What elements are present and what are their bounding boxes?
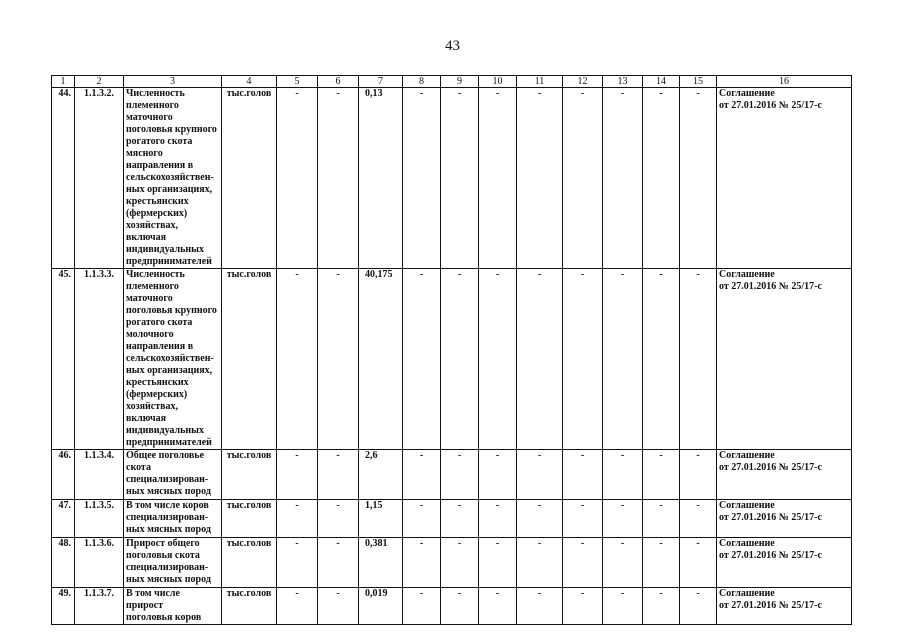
unit-line: тыс. — [226, 88, 247, 99]
indicator-name-line: мясного — [126, 148, 163, 159]
value-col-6: - — [318, 450, 359, 500]
indicator-name-line: поголовья скота — [126, 550, 200, 561]
column-header-10: 10 — [479, 76, 517, 88]
value-col-8: - — [403, 538, 441, 588]
table-row — [52, 450, 852, 500]
unit-line: голов — [246, 88, 272, 99]
value-col-7: 0,381 — [359, 538, 403, 588]
value-col-14: - — [643, 269, 680, 450]
value-col-6: - — [318, 269, 359, 450]
indicator-name-line: ных мясных пород — [126, 486, 211, 497]
value-col-11: - — [517, 538, 563, 588]
column-header-6: 6 — [318, 76, 359, 88]
column-header-4: 4 — [222, 76, 277, 88]
value-col-7: 0,019 — [359, 588, 403, 625]
value-col-8: - — [403, 88, 441, 269]
unit-line: тыс. — [226, 450, 247, 461]
source-document-line: от 27.01.2016 № 25/17-с — [719, 512, 822, 523]
value-col-8: - — [403, 450, 441, 500]
value-col-9: - — [441, 538, 479, 588]
value-col-11: - — [517, 500, 563, 538]
indicator-code: 1.1.3.2. — [75, 88, 124, 269]
unit-of-measure — [222, 500, 277, 538]
unit-line: голов — [246, 538, 272, 549]
value-col-15: - — [680, 588, 717, 625]
column-header-14: 14 — [643, 76, 680, 88]
value-col-12: - — [563, 538, 603, 588]
indicator-name-line: индивидуальных — [126, 425, 204, 436]
unit-line: голов — [246, 450, 272, 461]
indicator-name-line: хозяйствах, включая — [126, 401, 179, 424]
value-col-15: - — [680, 450, 717, 500]
value-col-7: 1,15 — [359, 500, 403, 538]
unit-of-measure — [222, 269, 277, 450]
indicator-code: 1.1.3.7. — [75, 588, 124, 625]
table-row — [52, 88, 852, 269]
source-document-line: Соглашение — [719, 500, 775, 511]
value-col-9: - — [441, 269, 479, 450]
indicator-name — [124, 450, 222, 500]
value-col-11: - — [517, 450, 563, 500]
unit-line: голов — [246, 269, 272, 280]
unit-of-measure — [222, 588, 277, 625]
value-col-8: - — [403, 269, 441, 450]
table-row — [52, 588, 852, 625]
source-document — [717, 538, 852, 588]
value-col-14: - — [643, 450, 680, 500]
source-document-line: Соглашение — [719, 588, 775, 599]
value-col-10: - — [479, 538, 517, 588]
value-col-5: - — [277, 450, 318, 500]
value-col-12: - — [563, 500, 603, 538]
indicator-name-line: В том числе коров — [126, 500, 209, 511]
indicator-name-line: (фермерских) — [126, 208, 188, 219]
indicator-name-line: рогатого скота — [126, 136, 193, 147]
indicator-name-line: В том числе прирост — [126, 588, 180, 611]
row-number: 47. — [52, 500, 75, 538]
indicator-name — [124, 588, 222, 625]
value-col-14: - — [643, 88, 680, 269]
indicator-code: 1.1.3.6. — [75, 538, 124, 588]
source-document-line: от 27.01.2016 № 25/17-с — [719, 462, 822, 473]
indicator-name — [124, 269, 222, 450]
indicator-name-line: направления в — [126, 341, 194, 352]
value-col-5: - — [277, 269, 318, 450]
value-col-10: - — [479, 588, 517, 625]
value-col-10: - — [479, 269, 517, 450]
source-document-line: Соглашение — [719, 538, 775, 549]
value-col-15: - — [680, 269, 717, 450]
value-col-8: - — [403, 588, 441, 625]
column-header-9: 9 — [441, 76, 479, 88]
unit-of-measure — [222, 450, 277, 500]
page-number: 43 — [445, 38, 460, 54]
value-col-10: - — [479, 88, 517, 269]
source-document — [717, 88, 852, 269]
row-number: 45. — [52, 269, 75, 450]
indicator-code: 1.1.3.4. — [75, 450, 124, 500]
table-row — [52, 538, 852, 588]
value-col-15: - — [680, 88, 717, 269]
value-col-11: - — [517, 269, 563, 450]
indicator-name-line: Численность — [126, 269, 185, 280]
value-col-13: - — [603, 450, 643, 500]
source-document-line: Соглашение — [719, 269, 775, 280]
table-row — [52, 500, 852, 538]
value-col-13: - — [603, 88, 643, 269]
value-col-8: - — [403, 500, 441, 538]
value-col-6: - — [318, 500, 359, 538]
value-col-11: - — [517, 588, 563, 625]
indicator-name-line: ных организациях, — [126, 184, 213, 195]
indicator-name-line: специализирован- — [126, 562, 209, 573]
indicator-name-line: индивидуальных — [126, 244, 204, 255]
indicator-name-line: хозяйствах, включая — [126, 220, 179, 243]
column-header-3: 3 — [124, 76, 222, 88]
value-col-5: - — [277, 500, 318, 538]
table-body — [52, 88, 852, 625]
column-header-8: 8 — [403, 76, 441, 88]
value-col-9: - — [441, 450, 479, 500]
value-col-10: - — [479, 500, 517, 538]
indicator-name-line: сельскохозяйствен- — [126, 353, 214, 364]
column-header-16: 16 — [717, 76, 852, 88]
value-col-6: - — [318, 588, 359, 625]
source-document — [717, 500, 852, 538]
indicator-name-line: Численность — [126, 88, 185, 99]
indicator-name-line: маточного — [126, 112, 173, 123]
indicator-name — [124, 538, 222, 588]
value-col-9: - — [441, 588, 479, 625]
unit-line: тыс. — [226, 269, 247, 280]
value-col-6: - — [318, 88, 359, 269]
unit-line: голов — [246, 500, 272, 511]
row-number: 49. — [52, 588, 75, 625]
indicator-name-line: племенного — [126, 100, 179, 111]
indicator-name-line: Прирост общего — [126, 538, 200, 549]
indicator-name — [124, 500, 222, 538]
source-document-line: от 27.01.2016 № 25/17-с — [719, 550, 822, 561]
indicator-name-line: специализирован- — [126, 512, 209, 523]
value-col-6: - — [318, 538, 359, 588]
column-header-1: 1 — [52, 76, 75, 88]
row-number: 48. — [52, 538, 75, 588]
source-document-line: от 27.01.2016 № 25/17-с — [719, 100, 822, 111]
unit-line: тыс. — [226, 500, 247, 511]
table-row — [52, 269, 852, 450]
column-header-2: 2 — [75, 76, 124, 88]
indicator-name-line: поголовья крупного — [126, 305, 217, 316]
column-header-12: 12 — [563, 76, 603, 88]
value-col-5: - — [277, 88, 318, 269]
unit-line: голов — [246, 588, 272, 599]
value-col-5: - — [277, 588, 318, 625]
indicator-name-line: Общее поголовье — [126, 450, 205, 461]
value-col-13: - — [603, 538, 643, 588]
value-col-12: - — [563, 269, 603, 450]
value-col-5: - — [277, 538, 318, 588]
indicator-code: 1.1.3.5. — [75, 500, 124, 538]
indicator-name-line: (фермерских) — [126, 389, 188, 400]
indicator-name-line: предпринимателей — [126, 256, 212, 267]
indicator-name-line: ных организациях, — [126, 365, 213, 376]
source-document-line: от 27.01.2016 № 25/17-с — [719, 600, 822, 611]
indicator-name-line: крестьянских — [126, 377, 189, 388]
value-col-11: - — [517, 88, 563, 269]
column-header-11: 11 — [517, 76, 563, 88]
unit-of-measure — [222, 538, 277, 588]
indicator-name-line: предпринимателей — [126, 437, 212, 448]
indicator-code: 1.1.3.3. — [75, 269, 124, 450]
indicator-name-line: маточного — [126, 293, 173, 304]
value-col-14: - — [643, 588, 680, 625]
value-col-12: - — [563, 588, 603, 625]
source-document-line: от 27.01.2016 № 25/17-с — [719, 281, 822, 292]
indicator-name-line: племенного — [126, 281, 179, 292]
indicator-name-line: ных мясных пород — [126, 524, 211, 535]
indicator-name-line: скота — [126, 462, 151, 473]
unit-line: тыс. — [226, 588, 247, 599]
column-header-5: 5 — [277, 76, 318, 88]
row-number: 44. — [52, 88, 75, 269]
indicator-name-line: ных мясных пород — [126, 574, 211, 585]
indicator-name-line: крестьянских — [126, 196, 189, 207]
value-col-14: - — [643, 538, 680, 588]
unit-line: тыс. — [226, 538, 247, 549]
indicator-name-line: специализирован- — [126, 474, 209, 485]
source-document — [717, 269, 852, 450]
value-col-14: - — [643, 500, 680, 538]
value-col-12: - — [563, 88, 603, 269]
indicator-name-line: сельскохозяйствен- — [126, 172, 214, 183]
unit-of-measure — [222, 88, 277, 269]
indicator-name-line: рогатого скота — [126, 317, 193, 328]
value-col-13: - — [603, 269, 643, 450]
column-header-15: 15 — [680, 76, 717, 88]
column-header-13: 13 — [603, 76, 643, 88]
source-document-line: Соглашение — [719, 88, 775, 99]
value-col-10: - — [479, 450, 517, 500]
indicator-name-line: поголовья крупного — [126, 124, 217, 135]
indicator-name-line: направления в — [126, 160, 194, 171]
value-col-9: - — [441, 500, 479, 538]
value-col-12: - — [563, 450, 603, 500]
row-number: 46. — [52, 450, 75, 500]
value-col-15: - — [680, 538, 717, 588]
source-document — [717, 588, 852, 625]
value-col-15: - — [680, 500, 717, 538]
value-col-7: 2,6 — [359, 450, 403, 500]
header-row — [52, 76, 852, 88]
indicator-name-line: поголовья коров — [126, 612, 202, 623]
value-col-7: 0,13 — [359, 88, 403, 269]
column-header-7: 7 — [359, 76, 403, 88]
value-col-13: - — [603, 500, 643, 538]
indicator-name-line: молочного — [126, 329, 174, 340]
indicator-name — [124, 88, 222, 269]
indicator-table — [51, 75, 852, 625]
source-document-line: Соглашение — [719, 450, 775, 461]
source-document — [717, 450, 852, 500]
value-col-13: - — [603, 588, 643, 625]
value-col-9: - — [441, 88, 479, 269]
value-col-7: 40,175 — [359, 269, 403, 450]
